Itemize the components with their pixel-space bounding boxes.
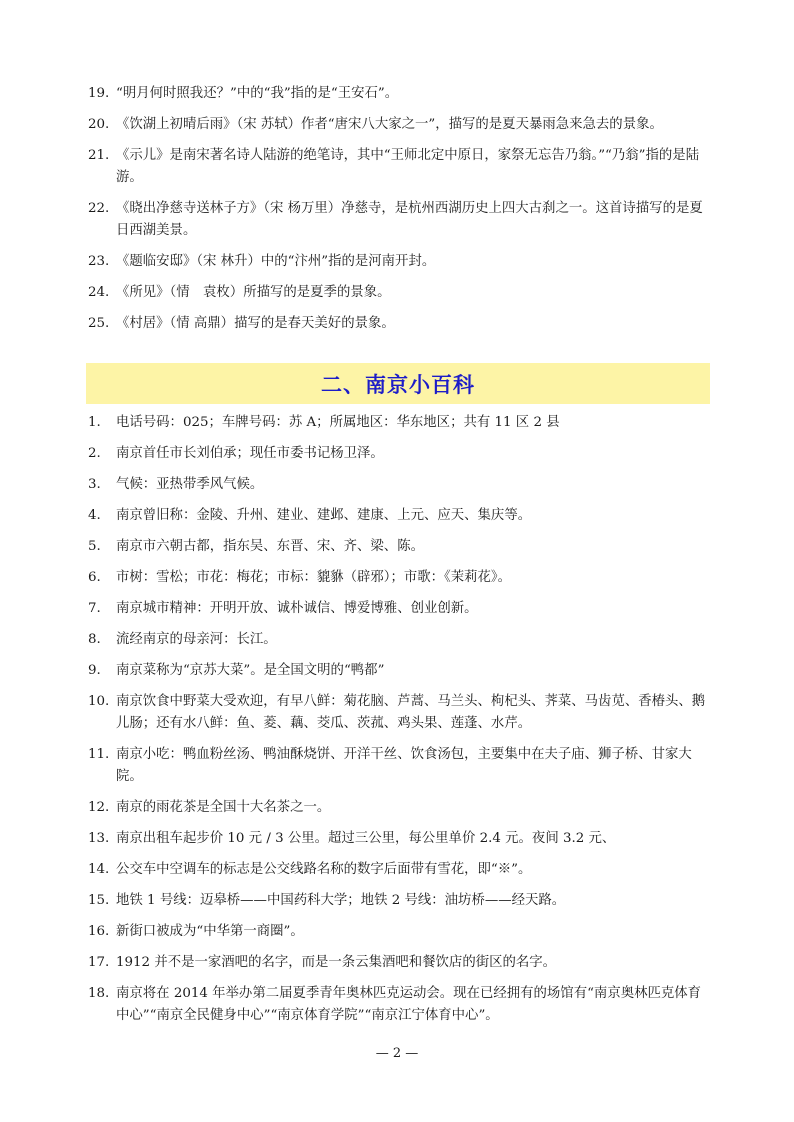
poetry-list — [0, 83, 794, 344]
list-item — [0, 691, 794, 735]
item-number: 2. — [88, 446, 101, 461]
item-text: 南京将在 2014 年举办第二届夏季青年奥林匹克运动会。现在已经拥有的场馆有“南京奥林匹克体育中心”“南京全民健身中心”“南京体育学院”“南京江宁体育中心”。 — [116, 986, 702, 1023]
item-text: 新街口被成为“中华第一商圈”。 — [116, 924, 304, 939]
item-number: 12. — [88, 800, 110, 815]
item-number: 11. — [88, 747, 110, 762]
item-text: 《村居》（情 高鼎）描写的是春天美好的景象。 — [116, 316, 395, 331]
item-text: 流经南京的母亲河：长江。 — [116, 632, 277, 647]
item-text: 南京的雨花茶是全国十大名茶之一。 — [116, 800, 331, 815]
item-number: 21. — [88, 148, 110, 163]
list-item — [0, 797, 794, 819]
item-text: 南京城市精神：开明开放、诚朴诚信、博爱博雅、创业创新。 — [116, 601, 478, 616]
list-item — [0, 412, 794, 434]
item-number: 14. — [88, 862, 110, 877]
list-item — [0, 536, 794, 558]
item-text: 《题临安邸》（宋 林升）中的“汴州”指的是河南开封。 — [116, 254, 436, 269]
section-title: 二、南京小百科 — [321, 372, 475, 397]
list-item — [0, 660, 794, 682]
list-item — [0, 629, 794, 651]
item-text: 《晓出净慈寺送林子方》（宋 杨万里）净慈寺，是杭州西湖历史上四大古刹之一。这首诗描写的是夏日西湖美景。 — [116, 201, 703, 238]
item-number: 3. — [88, 477, 101, 492]
item-number: 5. — [88, 539, 101, 554]
item-number: 18. — [88, 986, 110, 1001]
item-number: 24. — [88, 285, 110, 300]
list-item — [0, 567, 794, 589]
list-item — [0, 983, 794, 1027]
item-text: 南京曾旧称：金陵、升州、建业、建邺、建康、上元、应天、集庆等。 — [116, 508, 532, 523]
nanjing-facts-list — [0, 412, 794, 1036]
item-number: 7. — [88, 601, 101, 616]
list-item — [0, 744, 794, 788]
item-number: 23. — [88, 254, 110, 269]
list-item — [0, 952, 794, 974]
list-item — [0, 313, 794, 335]
item-number: 8. — [88, 632, 101, 647]
item-number: 15. — [88, 893, 110, 908]
list-item — [0, 145, 794, 189]
item-number: 16. — [88, 924, 110, 939]
item-text: 1912 并不是一家酒吧的名字，而是一条云集酒吧和餐饮店的街区的名字。 — [116, 955, 557, 970]
item-text: 南京饮食中野菜大受欢迎，有早八鲜：菊花脑、芦蒿、马兰头、枸杞头、荠菜、马齿苋、香椿头、鹅儿肠；还有水八鲜：鱼、菱、藕、茭瓜、茨菰、鸡头果、莲蓬、水芹。 — [116, 694, 706, 731]
list-item — [0, 828, 794, 850]
list-item — [0, 859, 794, 881]
item-text: 地铁 1 号线：迈皋桥——中国药科大学；地铁 2 号线：油坊桥——经天路。 — [116, 893, 566, 908]
item-text: 南京出租车起步价 10 元 / 3 公里。超过三公里，每公里单价 2.4 元。夜间 3.2 元、 — [116, 831, 616, 846]
list-item — [0, 443, 794, 465]
item-number: 20. — [88, 117, 110, 132]
page-number: — 2 — — [375, 1046, 419, 1061]
item-number: 4. — [88, 508, 101, 523]
item-number: 10. — [88, 694, 110, 709]
item-text: 市树：雪松；市花：梅花；市标：貔貅（辟邪）；市歌：《茉莉花》。 — [116, 570, 512, 585]
item-text: 南京小吃：鸭血粉丝汤、鸭油酥烧饼、开洋干丝、饮食汤包，主要集中在夫子庙、狮子桥、甘家大院。 — [116, 747, 692, 784]
list-item — [0, 251, 794, 273]
item-number: 22. — [88, 201, 110, 216]
item-text: 《饮湖上初晴后雨》（宋 苏轼）作者“唐宋八大家之一”，描写的是夏天暴雨急来急去的景象。 — [116, 117, 663, 132]
item-number: 9. — [88, 663, 101, 678]
item-text: 气候：亚热带季风气候。 — [116, 477, 264, 492]
item-text: 《所见》（情 袁枚）所描写的是夏季的景象。 — [116, 285, 391, 300]
item-text: 《示儿》是南宋著名诗人陆游的绝笔诗，其中“王师北定中原日，家祭无忘告乃翁。”“乃翁”指的是陆游。 — [116, 148, 700, 185]
item-text: 公交车中空调车的标志是公交线路名称的数字后面带有雪花，即“※”。 — [116, 862, 532, 877]
item-number: 19. — [88, 86, 110, 101]
item-text: “明月何时照我还？”中的“我”指的是“王安石”。 — [116, 86, 399, 101]
list-item — [0, 282, 794, 304]
item-text: 南京菜称为“京苏大菜”。是全国文明的“鸭都” — [116, 663, 385, 678]
item-number: 6. — [88, 570, 101, 585]
list-item — [0, 890, 794, 912]
item-text: 南京首任市长刘伯承；现任市委书记杨卫泽。 — [116, 446, 384, 461]
section-banner — [86, 363, 710, 404]
list-item — [0, 921, 794, 943]
list-item — [0, 505, 794, 527]
item-number: 17. — [88, 955, 110, 970]
list-item — [0, 114, 794, 136]
list-item — [0, 198, 794, 242]
item-number: 1. — [88, 415, 101, 430]
list-item — [0, 474, 794, 496]
list-item — [0, 598, 794, 620]
item-text: 电话号码：025；车牌号码：苏 A；所属地区：华东地区；共有 11 区 2 县 — [116, 415, 560, 430]
list-item — [0, 83, 794, 105]
item-text: 南京市六朝古都，指东吴、东晋、宋、齐、梁、陈。 — [116, 539, 424, 554]
item-number: 13. — [88, 831, 110, 846]
item-number: 25. — [88, 316, 110, 331]
